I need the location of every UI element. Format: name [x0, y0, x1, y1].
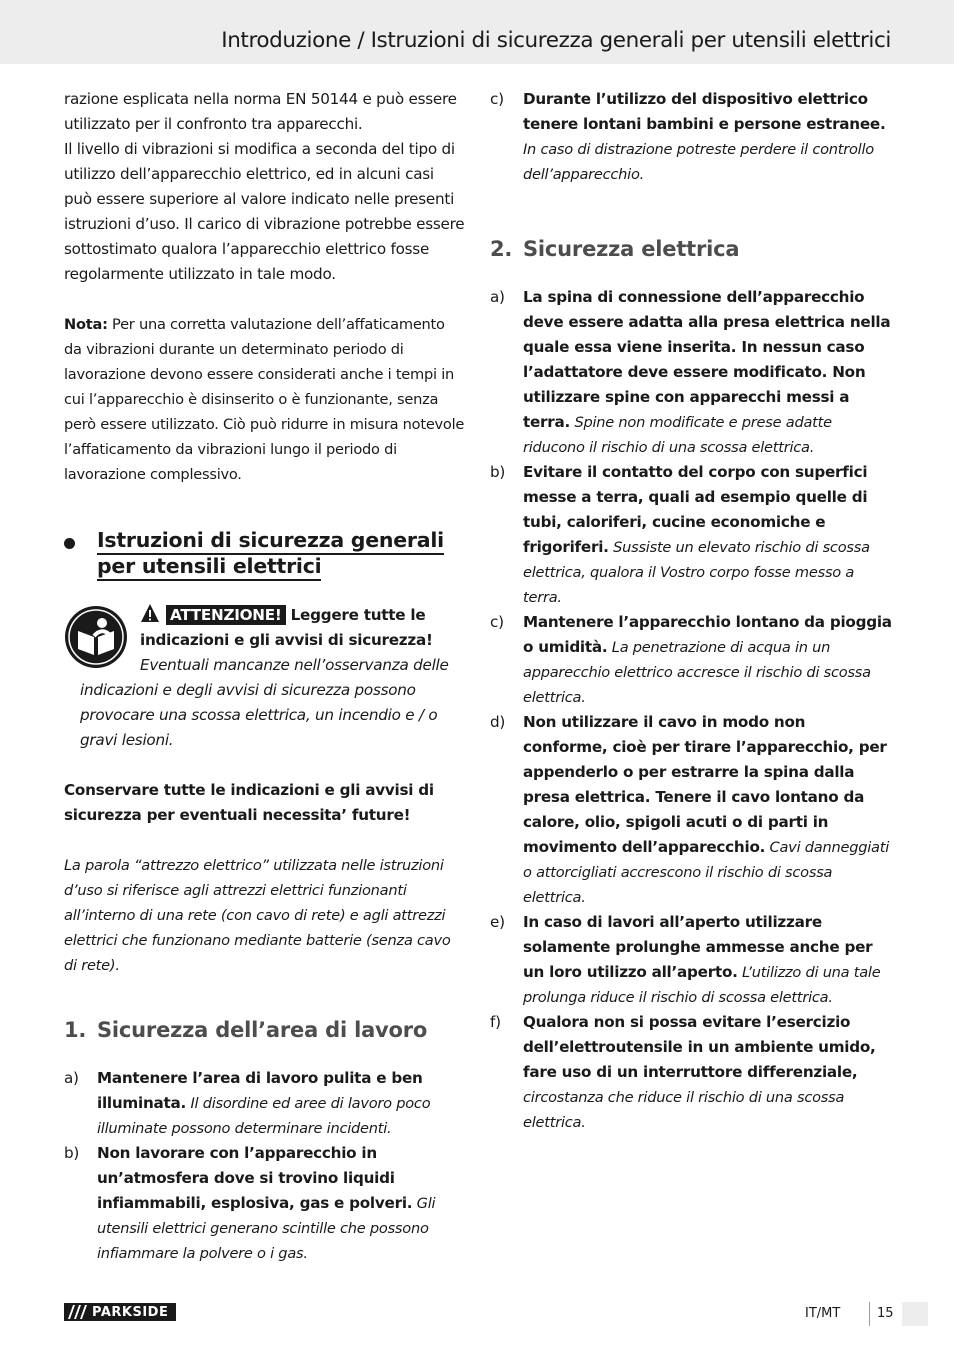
- warning-triangle-icon: [140, 603, 160, 623]
- brand-name: PARKSIDE: [92, 1304, 169, 1320]
- section-heading-electrical: 2. Sicurezza elettrica: [490, 237, 740, 261]
- logo-stripes-icon: [64, 1303, 92, 1321]
- list-item: f) Qualora non si possa evitare l’esercizio dell’elettroutensile in un ambiente umido, fare uso di un interruttore differenziale, circostanza che riduce il rischio di una scossa elettrica.: [490, 1013, 876, 1131]
- page-title: Introduzione / Istruzioni di sicurezza generali per utensili elettrici: [221, 28, 891, 53]
- footer-divider: [869, 1302, 870, 1326]
- parkside-logo: [64, 1303, 176, 1321]
- warning-block: [64, 603, 466, 753]
- note-label: Nota:: [64, 316, 108, 333]
- list-item: d) Non utilizzare il cavo in modo non conforme, cioè per tirare l’apparecchio, per appenderlo o per estrarre la spina dalla presa elettrica. Tenere il cavo lontano da calore, olio, spigoli acuti o di parti in movimento dell’apparecchio. Cavi danneggiati o attorcigliati accrescono il rischio di scossa elettrica.: [490, 713, 889, 906]
- list-item: b) Evitare il contatto del corpo con superfici messe a terra, quali ad esempio quelle di tubi, caloriferi, cucine economiche e frigoriferi. Sussiste un elevato rischio di scossa elettrica, qualora il Vostro corpo fosse messo a terra.: [490, 463, 870, 606]
- definition-text: La parola “attrezzo elettrico” utilizzata nelle istruzioni d’uso si riferisce agli attrezzi elettrici funzionanti all’interno di una rete (con cavo di rete) e agli attrezzi elettrici che funzionano mediante batterie (senza cavo di rete).: [64, 857, 451, 974]
- bullet-dot: [64, 538, 75, 549]
- warning-italic-text: Eventuali mancanze nell’osservanza delle indicazioni e degli avvisi di sicurezza possono provocare una scossa elettrica, un incendio e / o gravi lesioni.: [80, 656, 449, 749]
- list-item: a) La spina di connessione dell’apparecchio deve essere adatta alla presa elettrica nella quale essa viene inserita. In nessun caso l’adattatore deve essere modificato. Non utilizzare spine con apparecchi messi a terra. Spine non modificate e prese adatte riducono il rischio di una scossa elettrica.: [490, 288, 891, 456]
- list-item: b) Non lavorare con l’apparecchio in un’atmosfera dove si trovino liquidi infiammabili, esplosiva, gas e polveri. Gli utensili elettrici generano scintille che possono infiammare la polvere o i gas.: [64, 1144, 436, 1262]
- paragraph-vibration-2: Il livello di vibrazioni si modifica a seconda del tipo di utilizzo dell’apparecchio elettrico, ed in alcuni casi può essere superiore al valore indicato nelle presenti istruzioni d’uso. Il carico di vibrazione potrebbe essere sottostimato qualora l’apparecchio elettrico fosse regolarmente utilizzato in tale modo.: [64, 140, 465, 283]
- paragraph-vibration-1: razione esplicata nella norma EN 50144 e può essere utilizzato per il confronto tra apparecchi.: [64, 90, 457, 133]
- warning-bold-text: Leggere tutte le indicazioni e gli avvisi di sicurezza!: [140, 606, 433, 649]
- footer-tab: [902, 1302, 928, 1326]
- list-item: c) Mantenere l’apparecchio lontano da pioggia o umidità. La penetrazione di acqua in un apparecchio elettrico accresce il rischio di scossa elettrica.: [490, 613, 892, 706]
- page-header: [0, 0, 954, 64]
- keep-instructions-text: Conservare tutte le indicazioni e gli avvisi di sicurezza per eventuali necessita’ future!: [64, 781, 434, 824]
- section-heading-work-area: 1. Sicurezza dell’area di lavoro: [64, 1018, 428, 1042]
- list-item: a) Mantenere l’area di lavoro pulita e ben illuminata. Il disordine ed aree di lavoro poco illuminate possono determinare incidenti.: [64, 1069, 431, 1137]
- note-text: Per una corretta valutazione dell’affaticamento da vibrazioni durante un determinato periodo di lavorazione devono essere considerati anche i tempi in cui l’apparecchio è disinserito o è funzionante, senza però essere utilizzato. Ciò può ridurre in misura notevole l’affaticamento da vibrazioni lungo il periodo di lavorazione complessivo.: [64, 316, 465, 483]
- left-column: [64, 87, 466, 1266]
- language-code: IT/MT: [805, 1306, 841, 1321]
- list-item: e) In caso di lavori all’aperto utilizzare solamente prolunghe ammesse anche per un loro utilizzo all’aperto. L’utilizzo di una tale prolunga riduce il rischio di scossa elettrica.: [490, 913, 881, 1006]
- note-paragraph: [64, 312, 466, 487]
- page-number: 15: [877, 1306, 894, 1321]
- attention-badge: ATTENZIONE!: [166, 605, 286, 625]
- read-manual-icon: [64, 605, 128, 669]
- list-item: c) Durante l’utilizzo del dispositivo elettrico tenere lontani bambini e persone estranee. In caso di distrazione potreste perdere il controllo dell’apparecchio.: [490, 90, 886, 183]
- right-column: [490, 87, 892, 1135]
- section-heading-safety: Istruzioni di sicurezza generali per utensili elettrici: [64, 527, 466, 579]
